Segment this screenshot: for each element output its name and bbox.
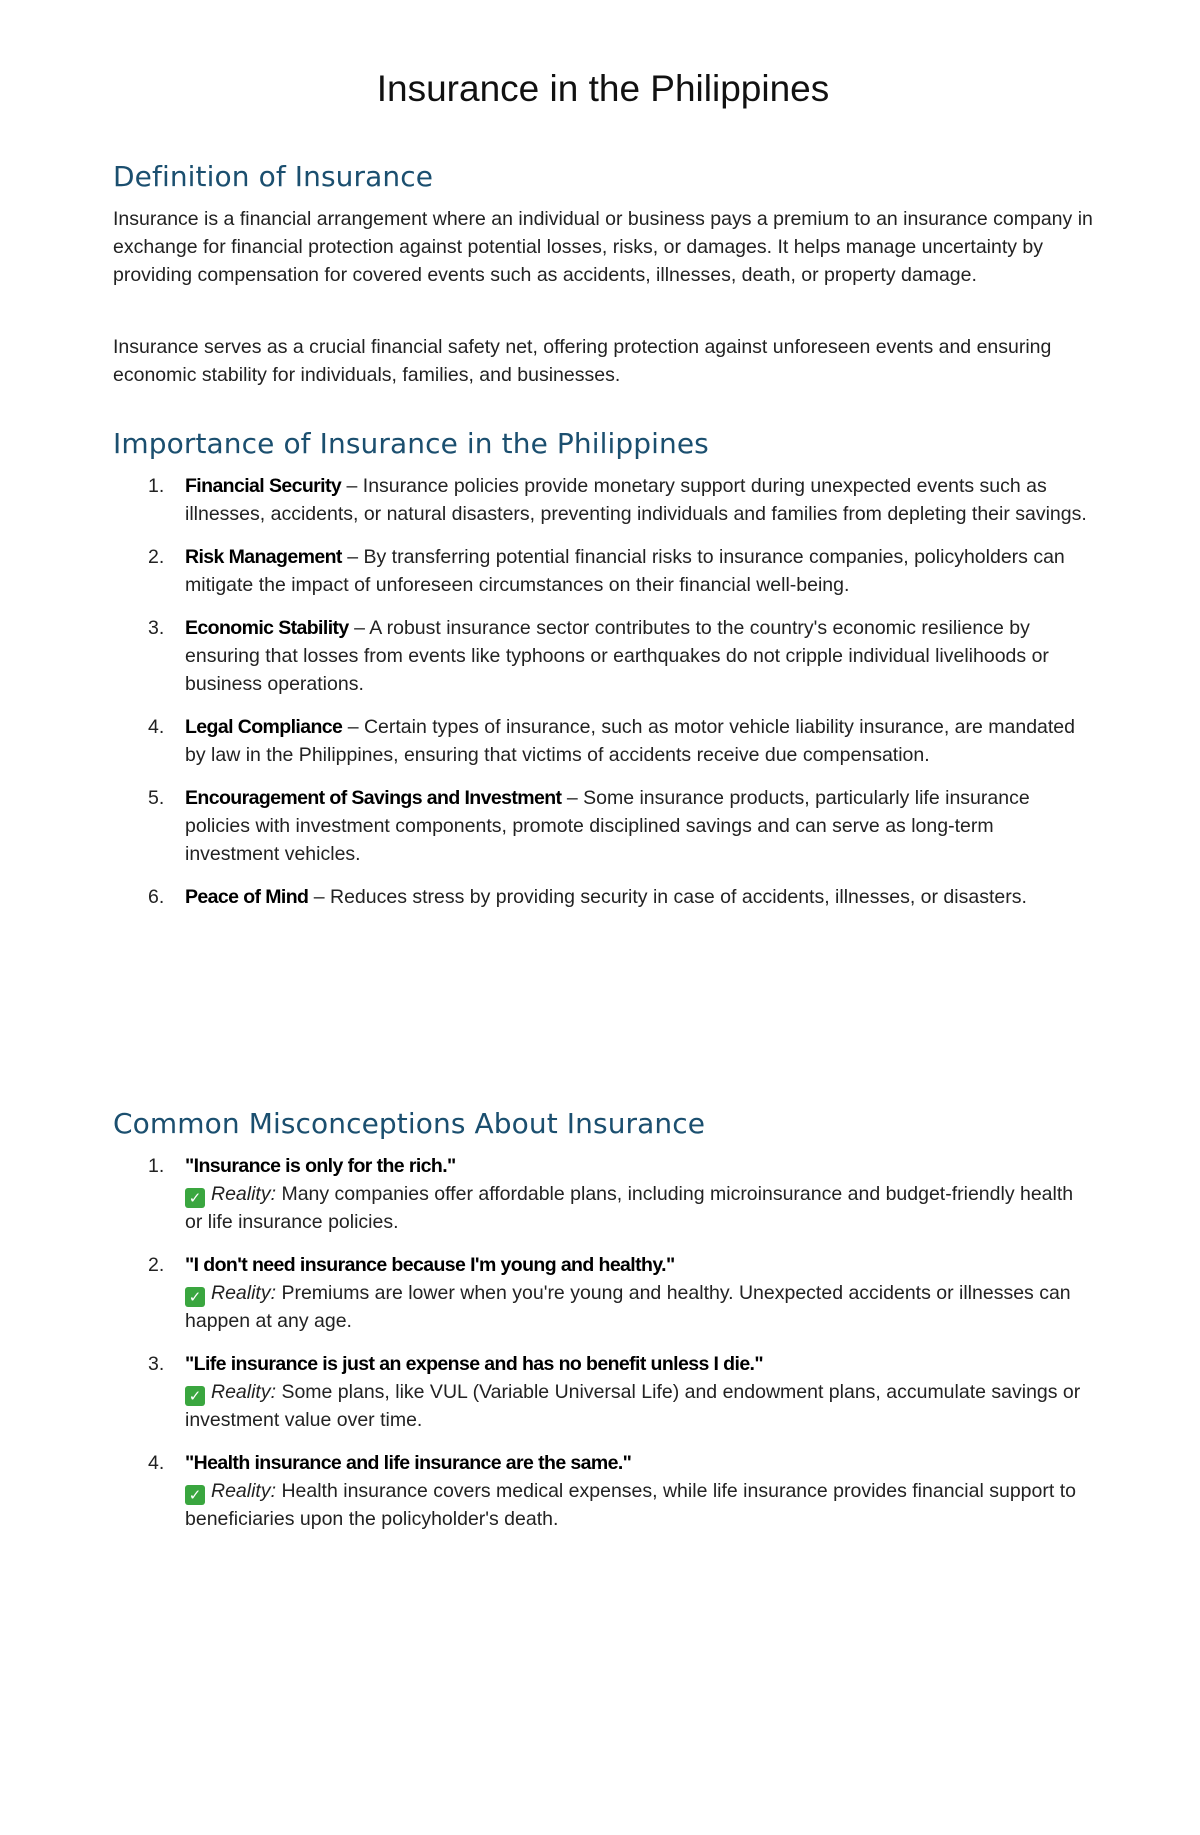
check-mark-button-icon: ✓ <box>185 1386 205 1406</box>
list-item <box>113 1350 1093 1434</box>
importance-list <box>113 472 1093 926</box>
reality-text: Some plans, like VUL (Variable Universal Life) and endowment plans, accumulate savings or investment value over time. <box>185 1381 1081 1431</box>
list-item <box>113 784 1093 868</box>
check-mark-button-icon: ✓ <box>185 1485 205 1505</box>
importance-term: Risk Management <box>185 546 342 568</box>
list-item <box>113 472 1093 528</box>
definition-heading: Definition of Insurance <box>113 160 434 193</box>
misconceptions-list <box>113 1152 1093 1548</box>
reality-label: Reality: <box>211 1381 277 1403</box>
importance-term: Legal Compliance <box>185 716 343 738</box>
list-number: 1. <box>148 1155 165 1177</box>
list-item <box>113 1251 1093 1335</box>
myth-statement: "Life insurance is just an expense and has no benefit unless I die." <box>185 1353 764 1375</box>
importance-text: – Certain types of insurance, such as motor vehicle liability insurance, are mandated by law in the Philippines, ensuring that victims of accidents receive due compensation. <box>185 716 1075 766</box>
list-item <box>113 713 1093 769</box>
list-number: 1. <box>148 475 165 497</box>
myth-statement: "Insurance is only for the rich." <box>185 1155 456 1177</box>
list-item <box>113 614 1093 698</box>
list-number: 4. <box>148 716 165 738</box>
list-item <box>113 1449 1093 1533</box>
importance-term: Peace of Mind <box>185 886 309 908</box>
list-number: 5. <box>148 787 165 809</box>
importance-text: – Some insurance products, particularly life insurance policies with investment components, promote disciplined savings and can serve as long-term investment vehicles. <box>185 787 1030 865</box>
list-item <box>113 543 1093 599</box>
misconceptions-heading: Common Misconceptions About Insurance <box>113 1107 706 1140</box>
importance-text: – A robust insurance sector contributes to the country's economic resilience by ensuring that losses from events like typhoons or earthquakes do not cripple individual livelihoods or business operations. <box>185 617 1049 695</box>
list-number: 2. <box>148 1254 165 1276</box>
check-mark-button-icon: ✓ <box>185 1188 205 1208</box>
reality-label: Reality: <box>211 1183 277 1205</box>
list-number: 3. <box>148 617 165 639</box>
myth-statement: "Health insurance and life insurance are the same." <box>185 1452 632 1474</box>
importance-text: – By transferring potential financial risks to insurance companies, policyholders can mitigate the impact of unforeseen circumstances on their financial well-being. <box>185 546 1065 596</box>
list-item <box>113 883 1093 911</box>
list-number: 3. <box>148 1353 165 1375</box>
check-mark-button-icon: ✓ <box>185 1287 205 1307</box>
reality-label: Reality: <box>211 1480 277 1502</box>
importance-text: – Reduces stress by providing security in case of accidents, illnesses, or disasters. <box>308 886 1027 908</box>
list-number: 6. <box>148 886 165 908</box>
importance-term: Economic Stability <box>185 617 349 639</box>
importance-term: Encouragement of Savings and Investment <box>185 787 562 809</box>
reality-text: Many companies offer affordable plans, including microinsurance and budget-friendly health or life insurance policies. <box>185 1183 1074 1233</box>
importance-text: – Insurance policies provide monetary support during unexpected events such as illnesses, accidents, or natural disasters, preventing individuals and families from depleting their savings. <box>185 475 1087 525</box>
list-item <box>113 1152 1093 1236</box>
importance-heading: Importance of Insurance in the Philippines <box>113 427 709 460</box>
list-number: 2. <box>148 546 165 568</box>
myth-statement: "I don't need insurance because I'm young and healthy." <box>185 1254 675 1276</box>
importance-term: Financial Security <box>185 475 342 497</box>
definition-paragraph-2: Insurance serves as a crucial financial safety net, offering protection against unforeseen events and ensuring economic stability for individuals, families, and businesses. <box>113 336 1052 386</box>
reality-text: Health insurance covers medical expenses, while life insurance provides financial support to beneficiaries upon the policyholder's death. <box>185 1480 1076 1530</box>
document-title: Insurance in the Philippines <box>376 68 830 109</box>
list-number: 4. <box>148 1452 165 1474</box>
reality-label: Reality: <box>211 1282 277 1304</box>
reality-text: Premiums are lower when you're young and healthy. Unexpected accidents or illnesses can happen at any age. <box>185 1282 1071 1332</box>
definition-paragraph-1: Insurance is a financial arrangement where an individual or business pays a premium to an insurance company in exchange for financial protection against potential losses, risks, or damages. It helps manage uncertainty by providing compensation for covered events such as accidents, illnesses, death, or property damage. <box>113 208 1093 286</box>
